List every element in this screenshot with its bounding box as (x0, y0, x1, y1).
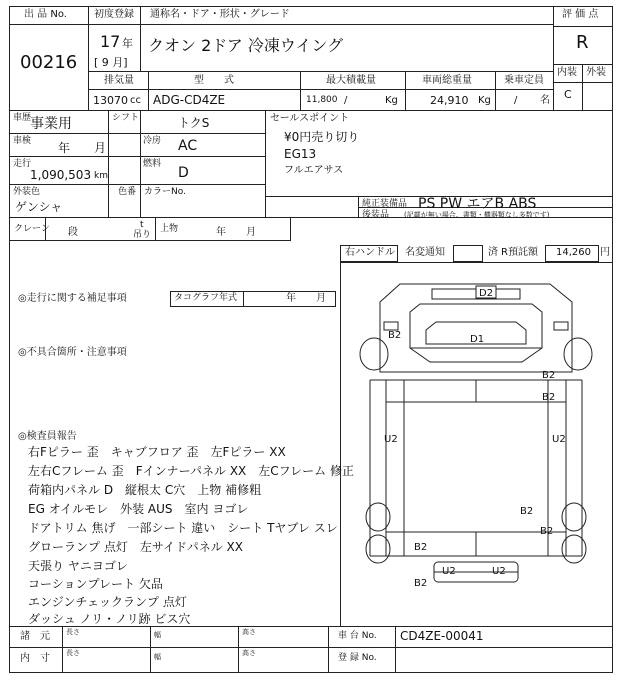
year-unit: 年 (122, 37, 133, 50)
rule (300, 71, 301, 111)
rule (9, 24, 88, 25)
rule (405, 71, 406, 111)
name-change-label: 名変通知 (405, 247, 445, 258)
rule (9, 133, 265, 134)
capacity-unit: 名 (540, 95, 550, 106)
spec-width-label: 幅 (154, 631, 161, 639)
mileage-value: 1,090,503 (30, 168, 92, 182)
recycle-deposit-label: R預託額 (501, 247, 538, 258)
report-line: 荷箱内パネル D 縦根太 C穴 上物 補修粗 (28, 483, 262, 497)
outer-border-right (612, 6, 613, 673)
tacho-label: タコグラフ年式 (174, 293, 238, 303)
mirror-left (384, 322, 398, 330)
mark: U2 (492, 566, 506, 577)
first-reg-label: 初度登録 (94, 9, 134, 20)
crane-ton: 吊り (133, 230, 152, 240)
model-label: 型 式 (194, 75, 234, 86)
registration-label: 登 録 No. (338, 653, 377, 663)
color-no-label: 色番 (118, 187, 137, 197)
max-load-slash: / (344, 95, 348, 106)
options-label: 純正装備品 (362, 199, 408, 209)
rule (140, 24, 141, 71)
report-line: エンジンチェックランプ 点灯 (28, 595, 187, 609)
rule (553, 82, 613, 83)
mark: U2 (552, 434, 566, 445)
first-reg-month: [ 9 月] (94, 56, 128, 69)
mileage-label: 走行 (13, 159, 32, 169)
rule (88, 6, 89, 111)
max-load-label: 最大積載量 (326, 75, 376, 86)
sales-point-1: ¥0円売り切り (284, 130, 360, 144)
tacho-value: 年 月 (286, 293, 326, 304)
sales-point-label: セールスポイント (270, 113, 350, 124)
driving-notes-label: ◎走行に関する補足事項 (18, 293, 127, 304)
inspection-value: 年 月 (58, 141, 107, 155)
first-reg-year: 17 (100, 32, 121, 51)
report-line: ダッシュ ノリ・ノリ跡 ビス穴 (28, 612, 191, 626)
recycle-label: 済 (488, 247, 498, 258)
rule (495, 71, 496, 111)
ext-color-value: ゲンシャ (15, 200, 63, 214)
outer-border-left (9, 6, 10, 673)
ac-label: 冷房 (143, 136, 162, 146)
report-line: 右Fピラー 歪 キャブフロア 歪 左Fピラー XX (28, 445, 286, 459)
dims-width-label: 幅 (154, 653, 161, 661)
ac-value: AC (178, 138, 198, 154)
report-line: グローランプ 点灯 左サイドパネル XX (28, 540, 243, 554)
crane-stage: 段 (68, 227, 78, 238)
rule (395, 626, 396, 673)
report-line: コーションプレート 欠品 (28, 577, 163, 591)
mark: U2 (442, 566, 456, 577)
rule (62, 626, 63, 673)
lift-label: 上物 (160, 224, 179, 234)
rule (88, 89, 553, 90)
rule (553, 64, 613, 65)
mark: U2 (384, 434, 398, 445)
rule (9, 647, 613, 648)
rule (9, 184, 265, 185)
mark: B2 (540, 526, 554, 537)
history-value: 事業用 (30, 116, 72, 132)
model-desc-label: 通称名・ドア・形状・グレード (150, 9, 290, 20)
history-label: 車歴 (13, 113, 32, 123)
rule (155, 217, 156, 241)
mark: D2 (479, 288, 494, 299)
report-line: 左右Cフレーム 歪 Fインナーパネル XX 左Cフレーム 修正 (28, 464, 354, 478)
rule (553, 26, 613, 27)
fuel-label: 燃料 (143, 159, 162, 169)
rule (9, 240, 291, 241)
rule (582, 64, 583, 111)
rule (140, 110, 141, 217)
gross-weight-label: 車両総重量 (422, 75, 472, 86)
steering-value: 右ハンドル (345, 247, 395, 258)
color-no-label-2: カラーNo. (144, 187, 186, 197)
yen-unit: 円 (600, 247, 610, 258)
mark: D1 (470, 334, 485, 345)
cargo-box (386, 380, 566, 556)
max-load-unit: Kg (385, 95, 398, 106)
dims-height-label: 高さ (242, 649, 256, 657)
lot-number: 00216 (20, 52, 78, 73)
report-line: ドアトリム 焦げ 一部シート 違い シート Tヤブレ スレ (28, 521, 338, 535)
recycle-amount: 14,260 (556, 247, 591, 258)
rule (238, 626, 239, 673)
car-name: クオン 2ドア 冷凍ウイング (148, 36, 344, 55)
chassis-number: CD4ZE-00041 (400, 629, 484, 643)
lift-date: 年 月 (216, 227, 256, 238)
interior-label: 内装 (557, 67, 577, 78)
gross-weight-unit: Kg (478, 95, 491, 106)
defects-label: ◎不具合箇所・注意事項 (18, 347, 127, 358)
inspection-label: 車検 (13, 136, 32, 146)
rule (88, 71, 553, 72)
capacity-slash: / (514, 95, 518, 106)
displacement-label: 排気量 (104, 75, 134, 86)
cab-line (410, 348, 542, 362)
fuel-value: D (178, 165, 189, 181)
max-load-value: 11,800 (306, 95, 338, 105)
gross-weight-value: 24,910 (430, 94, 469, 107)
ext-color-label: 外装色 (13, 187, 41, 197)
shift-label: シフト (112, 113, 140, 123)
model-value: ADG-CD4ZE (153, 93, 226, 107)
rule (9, 626, 613, 627)
wheel-front-left (360, 338, 388, 370)
mark: B2 (388, 330, 402, 341)
outer-border-top (9, 6, 613, 7)
report-line: 天張り ヤニヨゴレ (28, 559, 128, 573)
report-line: EG オイルモレ 外装 AUS 室内 ヨゴレ (28, 502, 249, 516)
rule (243, 291, 244, 306)
wheel-front-right (564, 338, 592, 370)
mileage-unit: km (94, 171, 108, 181)
rule (553, 6, 554, 111)
spec-height-label: 高さ (242, 628, 256, 636)
rule (328, 626, 329, 673)
mirror-right (554, 322, 568, 330)
mark: B2 (520, 506, 534, 517)
aftermarket-label: 後装品 (362, 210, 390, 220)
rule (148, 71, 149, 111)
mark: B2 (542, 392, 556, 403)
mark: B2 (414, 542, 428, 553)
lot-label: 出 品 No. (24, 9, 67, 20)
dims-length-label: 長さ (66, 649, 80, 657)
mark: B2 (414, 578, 428, 589)
damage-diagram (340, 262, 612, 626)
chassis-label: 車 台 No. (338, 631, 377, 641)
sales-point-2: EG13 (284, 147, 317, 161)
inspector-report-label: ◎検査員報告 (18, 431, 77, 442)
capacity-label: 乗車定員 (504, 75, 544, 86)
rule (108, 110, 109, 217)
rule (265, 110, 266, 217)
rule (140, 6, 141, 25)
grade-label: 評 価 点 (562, 9, 599, 20)
interior-score: C (564, 88, 572, 101)
outer-border-bottom (9, 672, 613, 673)
displacement-value: 13070 (93, 94, 128, 107)
name-change-box (453, 245, 483, 262)
specs-label: 諸 元 (20, 631, 50, 642)
shift-value: トクS (178, 116, 210, 130)
rule (9, 156, 265, 157)
rule (150, 626, 151, 673)
rule (9, 110, 613, 111)
displacement-unit: cc (130, 95, 141, 106)
spec-length-label: 長さ (66, 628, 80, 636)
rule (88, 24, 553, 25)
crane-label: クレーン (14, 224, 50, 234)
sales-point-3: フルエアサス (284, 165, 344, 176)
exterior-label: 外装 (586, 67, 606, 78)
interior-dims-label: 内 寸 (20, 653, 50, 664)
mark: B2 (542, 370, 556, 381)
crane-ton-top: t (140, 220, 144, 230)
evaluation-score: R (576, 32, 589, 53)
options-value: PS PW エアB ABS (418, 196, 537, 212)
rule (290, 217, 291, 241)
aftermarket-note: (記載が無い場合、書類・機器類なし多数です) (404, 211, 550, 219)
